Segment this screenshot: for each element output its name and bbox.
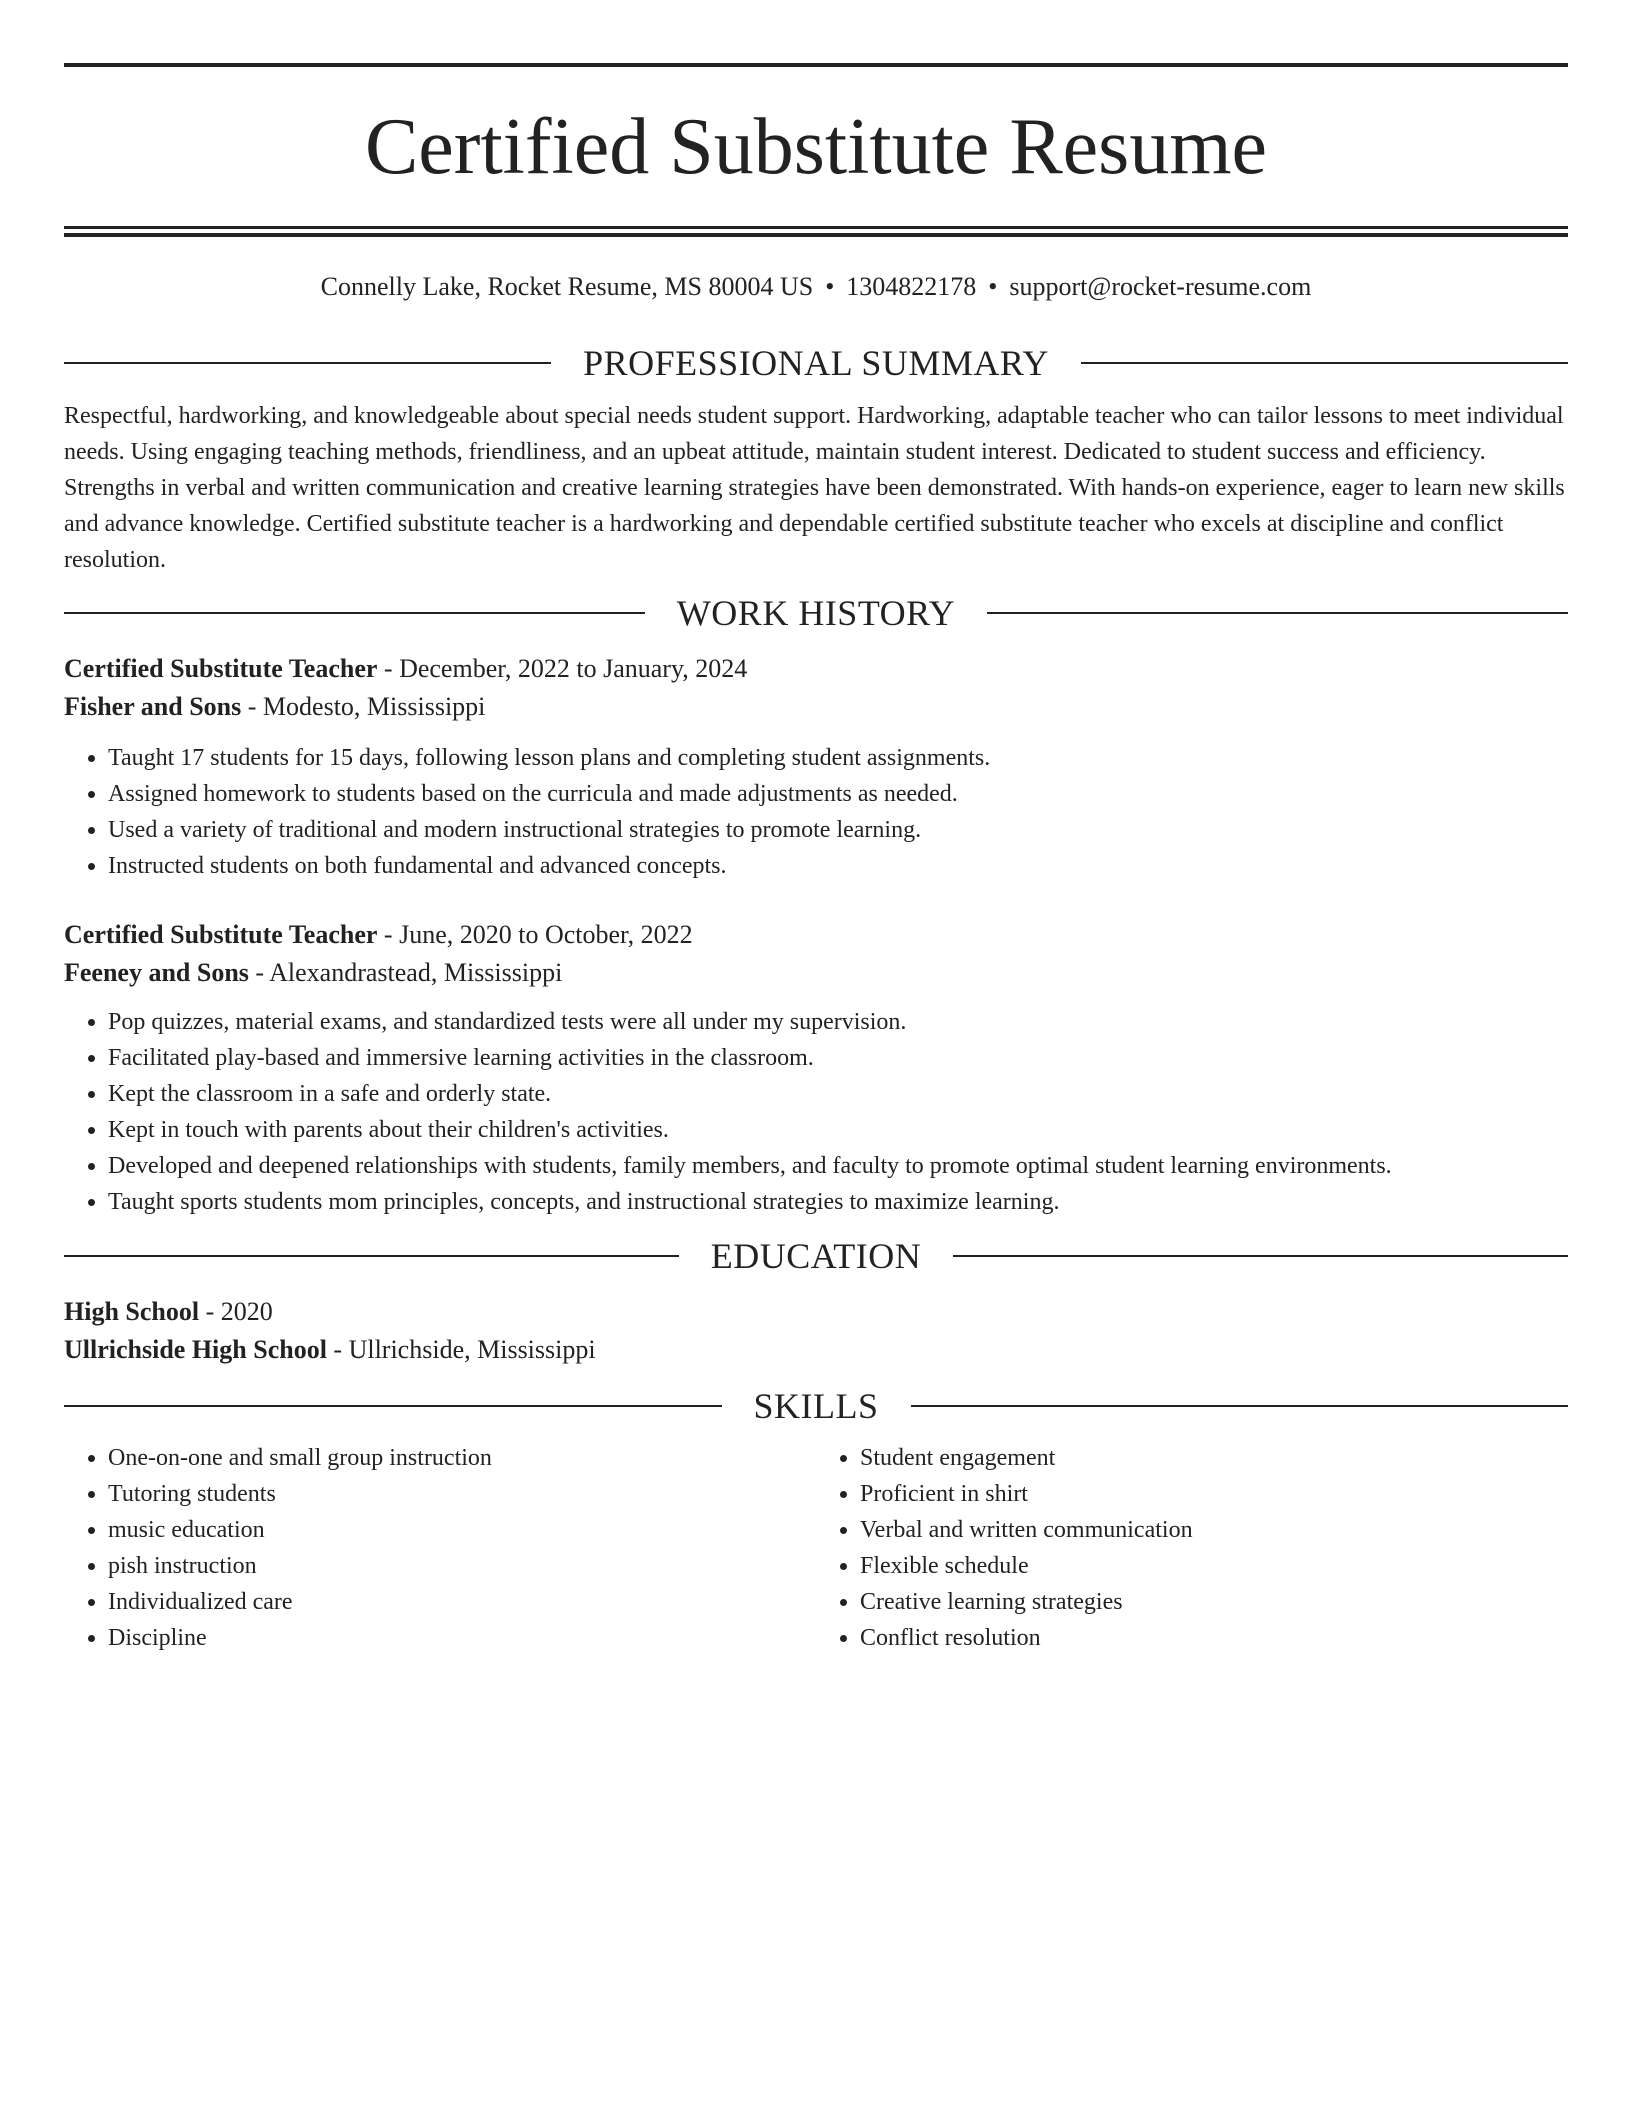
list-item: • Pop quizzes, material exams, and standardized tests were all under my supervision. [108, 1004, 1568, 1040]
job-entry [64, 650, 1568, 884]
skills-list-right [816, 1440, 1568, 1656]
section-rule-left [64, 1405, 722, 1407]
section-rule-right [987, 612, 1568, 614]
section-header-education [64, 1234, 1568, 1278]
title-double-rule [64, 226, 1568, 237]
education-school: Ullrichside High School [64, 1335, 327, 1364]
list-item: • Facilitated play-based and immersive learning activities in the classroom. [108, 1040, 1568, 1076]
contact-phone: 1304822178 [846, 272, 977, 301]
list-item: • Student engagement [860, 1440, 1568, 1476]
job-bullets [64, 740, 1568, 884]
job-company-line [64, 688, 1568, 726]
job-company: Fisher and Sons [64, 692, 242, 721]
section-title: PROFESSIONAL SUMMARY [583, 343, 1049, 383]
education-entry [64, 1293, 1568, 1369]
job-title-line [64, 650, 1568, 688]
section-header-skills [64, 1384, 1568, 1428]
skills-list-left [64, 1440, 816, 1656]
list-item: • Proficient in shirt [860, 1476, 1568, 1512]
list-item: • Conflict resolution [860, 1620, 1568, 1656]
skills-columns [64, 1440, 1568, 1656]
list-item: • Assigned homework to students based on the curricula and made adjustments as needed. [108, 776, 1568, 812]
list-item: • Verbal and written communication [860, 1512, 1568, 1548]
list-item: • Used a variety of traditional and modern instructional strategies to promote learning. [108, 812, 1568, 848]
job-title: Certified Substitute Teacher [64, 654, 378, 683]
summary-paragraph: Respectful, hardworking, and knowledgeable about special needs student support. Hardworking, adaptable teacher who can tailor lessons to meet individual needs. Using engaging teaching methods, friendliness, and an upbeat attitude, maintain student interest. Dedicated to student success and efficiency. Strengths in verbal and written communication and creative learning strategies have been demonstrated. With hands-on experience, eager to learn new skills and advance knowledge. Certified substitute teacher is a hardworking and dependable certified substitute teacher who excels at discipline and conflict resolution. [64, 403, 1565, 573]
list-item: • Flexible schedule [860, 1548, 1568, 1584]
contact-email: support@rocket-resume.com [1009, 272, 1312, 301]
list-item: • Individualized care [108, 1584, 816, 1620]
contact-separator: • [825, 272, 835, 301]
section-header-summary [64, 341, 1568, 385]
section-rule-right [1081, 362, 1568, 364]
education-year: - 2020 [199, 1297, 273, 1326]
list-item: • One-on-one and small group instruction [108, 1440, 816, 1476]
section-title: SKILLS [753, 1386, 879, 1426]
education-location: - Ullrichside, Mississippi [326, 1335, 596, 1364]
job-dates: - December, 2022 to January, 2024 [377, 654, 748, 683]
section-rule-left [64, 612, 645, 614]
education-school-line [64, 1331, 1568, 1369]
list-item: • pish instruction [108, 1548, 816, 1584]
top-rule [64, 63, 1568, 67]
list-item: • Discipline [108, 1620, 816, 1656]
education-degree: High School [64, 1297, 200, 1326]
job-location: - Modesto, Mississippi [241, 692, 486, 721]
job-location: - Alexandrastead, Mississippi [248, 958, 563, 987]
list-item: • music education [108, 1512, 816, 1548]
contact-address: Connelly Lake, Rocket Resume, MS 80004 US [320, 272, 814, 301]
section-title: EDUCATION [710, 1236, 922, 1276]
list-item: • Taught sports students mom principles, concepts, and instructional strategies to maximize learning. [108, 1184, 1568, 1220]
job-entry [64, 916, 1568, 1220]
resume-title: Certified Substitute Resume [364, 103, 1268, 191]
list-item: • Taught 17 students for 15 days, following lesson plans and completing student assignments. [108, 740, 1568, 776]
job-company-line [64, 954, 1568, 992]
list-item: • Developed and deepened relationships with students, family members, and faculty to promote optimal student learning environments. [108, 1148, 1568, 1184]
section-title: WORK HISTORY [676, 593, 956, 633]
section-rule-right [911, 1405, 1569, 1407]
section-rule-right [953, 1255, 1568, 1257]
list-item: • Kept the classroom in a safe and orderly state. [108, 1076, 1568, 1112]
job-dates: - June, 2020 to October, 2022 [377, 920, 693, 949]
education-degree-line [64, 1293, 1568, 1331]
job-title-line [64, 916, 1568, 954]
contact-line [64, 270, 1568, 304]
section-rule-left [64, 362, 551, 364]
list-item: • Tutoring students [108, 1476, 816, 1512]
section-rule-left [64, 1255, 679, 1257]
contact-separator: • [988, 272, 998, 301]
section-header-work [64, 591, 1568, 635]
list-item: • Creative learning strategies [860, 1584, 1568, 1620]
job-company: Feeney and Sons [64, 958, 249, 987]
job-title: Certified Substitute Teacher [64, 920, 378, 949]
list-item: • Instructed students on both fundamental and advanced concepts. [108, 848, 1568, 884]
list-item: • Kept in touch with parents about their children's activities. [108, 1112, 1568, 1148]
job-bullets [64, 1004, 1568, 1220]
